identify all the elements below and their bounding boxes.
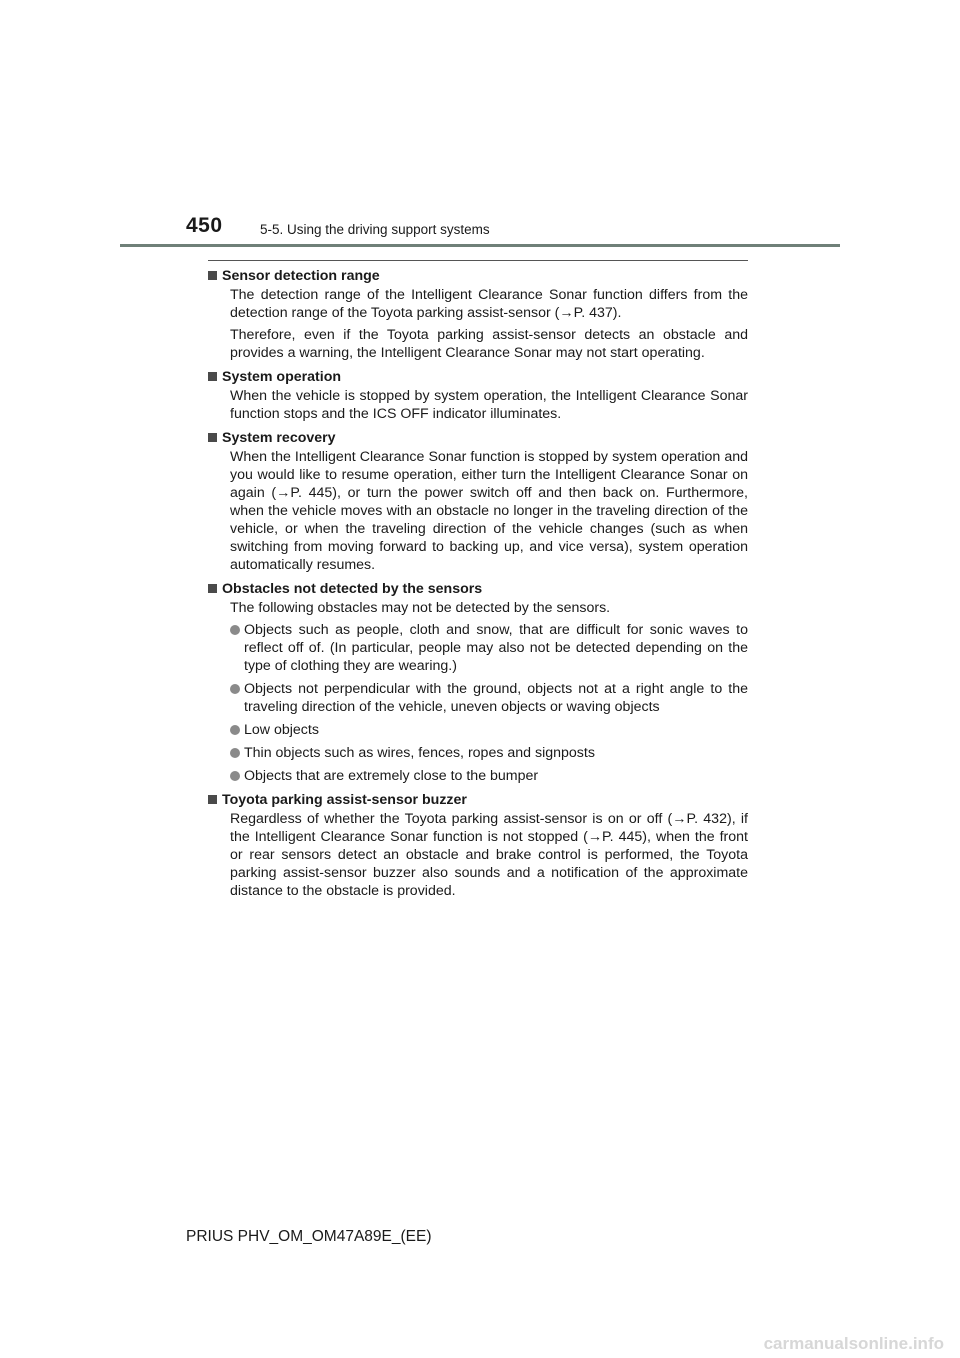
section-title-text: System operation [222,369,342,385]
circle-bullet-icon [230,725,240,735]
list-item [230,744,748,762]
section-system-operation [208,368,748,423]
list-item-text: Objects that are extremely close to the bumper [244,768,539,784]
square-bullet-icon [208,271,217,280]
circle-bullet-icon [230,771,240,781]
section-system-recovery [208,429,748,574]
section-title-text: Toyota parking assist-sensor buzzer [222,792,467,808]
circle-bullet-icon [230,625,240,635]
paragraph: Regardless of whether the Toyota parking assist-sensor is on or off (→P. 432), if the Intelligent Clearance Sonar function is not stopped (→P. 445), when the front or rear sensors detect an obstacle and brake control is performed, the Toyota parking assist-sensor buzzer also sounds and a notification of the approximate distance to the obstacle is provided. [230,811,748,899]
section-heading [208,429,748,447]
page-header [186,214,746,244]
section-heading [208,368,748,386]
obstacle-list [230,621,748,785]
section-parking-assist-buzzer [208,791,748,900]
list-item-text: Objects not perpendicular with the ground, objects not at a right angle to the traveling direction of the vehicle, uneven objects or waving objects [244,681,748,715]
list-item-text: Thin objects such as wires, fences, ropes and signposts [244,745,595,761]
list-item [230,767,748,785]
section-title-text: System recovery [222,430,336,446]
section-sensor-detection-range [208,267,748,362]
section-heading [208,791,748,809]
content-divider [208,260,748,261]
paragraph: The following obstacles may not be detected by the sensors. [230,600,611,616]
section-title-text: Obstacles not detected by the sensors [222,581,483,597]
watermark: carmanualsonline.info [763,1334,944,1353]
paragraph: The detection range of the Intelligent Clearance Sonar function differs from the detection range of the Toyota parking assist-sensor (→P. 437). [230,287,748,321]
section-obstacles-not-detected [208,580,748,785]
header-divider [120,244,840,247]
section-title: 5-5. Using the driving support systems [260,222,490,237]
square-bullet-icon [208,372,217,381]
document-id: PRIUS PHV_OM_OM47A89E_(EE) [186,1228,432,1245]
list-item-text: Low objects [244,722,319,738]
page-number: 450 [186,214,223,237]
paragraph: When the Intelligent Clearance Sonar function is stopped by system operation and you would like to resume operation, either turn the Intelligent Clearance Sonar on again (→P. 445), or turn the power switch off and then back on. Furthermore, when the vehicle moves with an obstacle no longer in the traveling direction of the vehicle, or when the traveling direction of the vehicle changes (such as when switching from moving forward to backing up, and vice versa), system operation automatically resumes. [230,449,748,573]
list-item [230,621,748,675]
section-title-text: Sensor detection range [222,268,380,284]
list-item-text: Objects such as people, cloth and snow, that are difficult for sonic waves to reflect off of. (In particular, people may also not be detected depending on the type of clothing they are wearing.) [244,622,748,674]
paragraph: When the vehicle is stopped by system operation, the Intelligent Clearance Sonar function stops and the ICS OFF indicator illuminates. [230,388,748,422]
circle-bullet-icon [230,748,240,758]
section-heading [208,580,748,598]
square-bullet-icon [208,795,217,804]
page-content [208,260,748,906]
paragraph: Therefore, even if the Toyota parking assist-sensor detects an obstacle and provides a warning, the Intelligent Clearance Sonar may not start operating. [230,327,748,361]
square-bullet-icon [208,584,217,593]
section-heading [208,267,748,285]
list-item [230,680,748,716]
square-bullet-icon [208,433,217,442]
list-item [230,721,748,739]
circle-bullet-icon [230,684,240,694]
